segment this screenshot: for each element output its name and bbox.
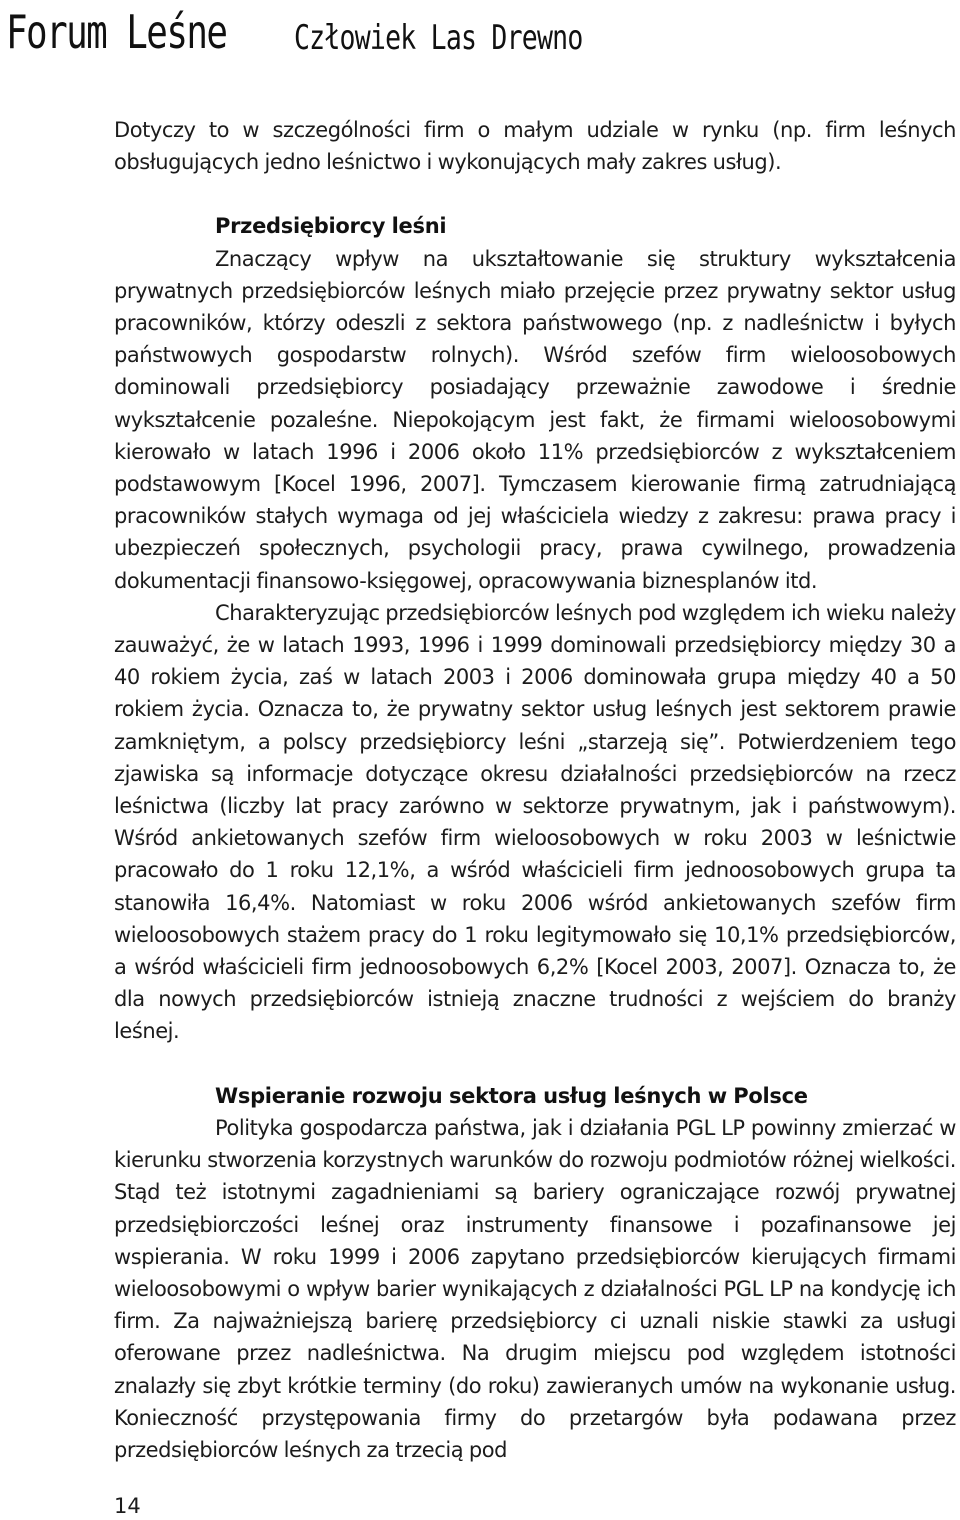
masthead (6, 4, 583, 64)
section-heading-wspieranie: Wspieranie rozwoju sektora usług leśnych w Polsce (215, 1083, 808, 1108)
publication-title: Forum Leśne (6, 5, 227, 59)
article-body (114, 114, 956, 1466)
section-spacer (114, 178, 956, 210)
section-heading-przedsiebiorcy: Przedsiębiorcy leśni (215, 214, 447, 239)
section1-paragraph-1: Znaczący wpływ na ukształtowanie się struktury wykształcenia prywatnych przedsiębiorców leśnych miało przejęcie przez prywatny sektor usług pracowników, którzy odeszli z sektora państwowego (np. z nadleśnictw i byłych państwowych gospodarstw rolnych). Wśród szefów firm wieloosobowych dominowali przedsiębiorcy posiadający przeważnie zawodowe i średnie wykształcenie pozaleśne. Niepokojącym jest fakt, że firmami wieloosobowymi kierowało w latach 1996 i 2006 około 11% przedsiębiorców z wykształceniem podstawowym [Kocel 1996, 2007]. Tymczasem kierowanie firmą zatrudniającą pracowników stałych wymaga od jej właściciela wiedzy z zakresu: prawa pracy i ubezpieczeń społecznych, psychologii pracy, prawa cywilnego, prowadzenia dokumentacji finansowo-księgowej, opracowywania biznesplanów itd. (114, 246, 956, 593)
page-number: 14 (114, 1494, 141, 1518)
section2-paragraph-1: Polityka gospodarcza państwa, jak i działania PGL LP powinny zmierzać w kierunku stworzenia korzystnych warunków do rozwoju podmiotów różnej wielkości. Stąd też istotnymi zagadnieniami są bariery ograniczające rozwój prywatnej przedsiębiorczości leśnej oraz instrumenty finansowe i pozafinansowe jej wspierania. W roku 1999 i 2006 zapytano przedsiębiorców kierujących firmami wieloosobowymi o wpływ barier wynikających z działalności PGL LP na kondycję ich firm. Za najważniejszą barierę przedsiębiorcy ci uznali niskie stawki za usługi oferowane przez nadleśnictwa. Na drugim miejscu pod względem istotności znalazły się zbyt krótkie terminy (do roku) zawieranych umów na wykonanie usług. Konieczność przystępowania firmy do przetargów była podawana przez przedsiębiorców leśnych za trzecią pod (114, 1115, 956, 1462)
intro-paragraph: Dotyczy to w szczególności firm o małym udziale w rynku (np. firm leśnych obsługujących jedno leśnictwo i wykonujących mały zakres usług). (114, 118, 956, 175)
section1-paragraph-2: Charakteryzując przedsiębiorców leśnych pod względem ich wieku należy zauważyć, że w latach 1993, 1996 i 1999 dominowali przedsiębiorcy między 30 a 40 rokiem życia, zaś w latach 2003 i 2006 dominowała grupa między 40 a 50 rokiem życia. Oznacza to, że prywatny sektor usług leśnych jest sektorem prawie zamkniętym, a polscy przedsiębiorcy leśni „starzeją się”. Potwierdzeniem tego zjawiska są informacje dotyczące okresu działalności przedsiębiorców na rzecz leśnictwa (liczby lat pracy zarówno w sektorze prywatnym, jak i państwowym). Wśród ankietowanych szefów firm wieloosobowych w roku 2003 w leśnictwie pracowało do 1 roku 12,1%, a wśród właścicieli firm jednoosobowych grupa ta stanowiła 16,4%. Natomiast w roku 2006 wśród ankietowanych szefów firm wieloosobowych stażem pracy do 1 roku legitymowało się 10,1% przedsiębiorców, a wśród właścicieli firm jednoosobowych 6,2% [Kocel 2003, 2007]. Oznacza to, że dla nowych przedsiębiorców istnieją znaczne trudności z wejściem do branży leśnej. (114, 600, 956, 1044)
section-spacer (114, 1048, 956, 1080)
publication-tagline: Człowiek Las Drewno (294, 18, 583, 58)
